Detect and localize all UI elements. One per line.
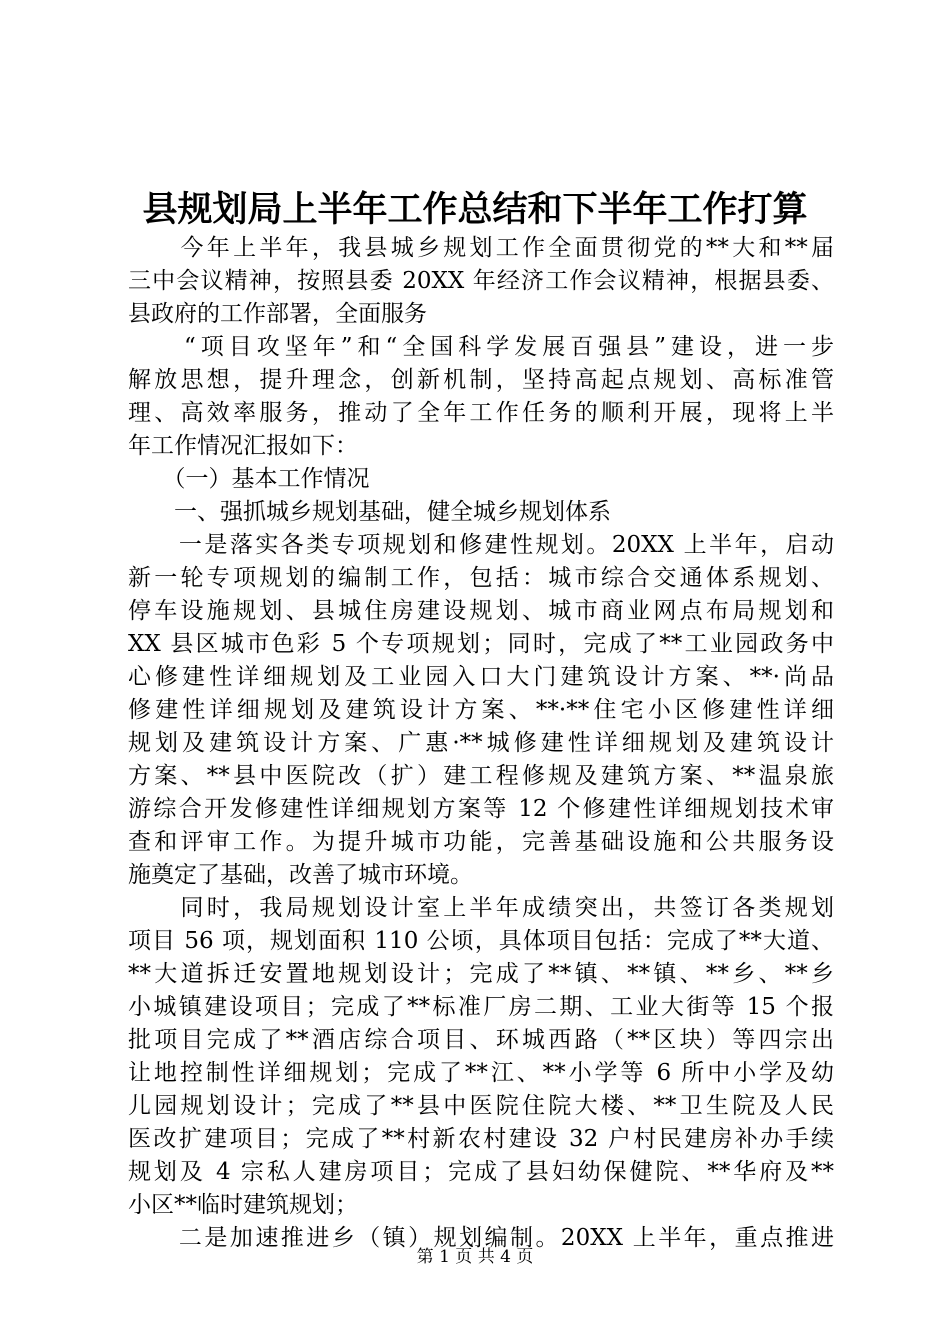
text-line: 解放思想，提升理念，创新机制，坚持高起点规划、高标准管	[128, 367, 834, 393]
text-line: 规划及 4 宗私人建房项目；完成了县妇幼保健院、**华府及**	[128, 1159, 834, 1185]
text-line: 小城镇建设项目；完成了**标准厂房二期、工业大街等 15 个报	[128, 994, 834, 1020]
text-line: 年工作情况汇报如下：	[128, 433, 358, 459]
text-line: 二是加速推进乡（镇）规划编制。20XX 上半年，重点推进	[128, 1225, 834, 1251]
text-line: 一、强抓城乡规划基础，健全城乡规划体系	[128, 499, 611, 525]
document-title: 县规划局上半年工作总结和下半年工作打算	[142, 189, 808, 230]
text-line: 项目 56 项，规划面积 110 公顷，具体项目包括：完成了**大道、	[128, 928, 834, 954]
text-line: （一）基本工作情况	[128, 466, 370, 492]
text-line: 儿园规划设计；完成了**县中医院住院大楼、**卫生院及人民	[128, 1093, 834, 1119]
text-line: 让地控制性详细规划；完成了**江、**小学等 6 所中小学及幼	[128, 1060, 834, 1086]
text-line: 规划及建筑设计方案、广惠·**城修建性详细规划及建筑设计	[128, 730, 834, 756]
text-line: 同时，我局规划设计室上半年成绩突出，共签订各类规划	[128, 895, 834, 921]
text-line: 今年上半年，我县城乡规划工作全面贯彻党的**大和**届	[128, 235, 834, 261]
document-body	[128, 232, 834, 1255]
text-line: 理、高效率服务，推动了全年工作任务的顺利开展，现将上半	[128, 400, 834, 426]
text-line: 新一轮专项规划的编制工作，包括：城市综合交通体系规划、	[128, 565, 834, 591]
text-line: 县政府的工作部署，全面服务	[128, 301, 427, 327]
text-line: 批项目完成了**酒店综合项目、环城西路（**区块）等四宗出	[128, 1027, 834, 1053]
text-line: **大道拆迁安置地规划设计；完成了**镇、**镇、**乡、**乡	[128, 961, 834, 987]
text-line: 游综合开发修建性详细规划方案等 12 个修建性详细规划技术审	[128, 796, 834, 822]
text-line: 查和评审工作。为提升城市功能，完善基础设施和公共服务设	[128, 829, 834, 855]
text-line: 一是落实各类专项规划和修建性规划。20XX 上半年，启动	[128, 532, 834, 558]
text-line: 小区**临时建筑规划；	[128, 1192, 358, 1218]
text-line: 修建性详细规划及建筑设计方案、**·**住宅小区修建性详细	[128, 697, 834, 723]
text-line: 医改扩建项目；完成了**村新农村建设 32 户村民建房补办手续	[128, 1126, 834, 1152]
text-line: 心修建性详细规划及工业园入口大门建筑设计方案、**·尚品	[128, 664, 834, 690]
text-line: 停车设施规划、县城住房建设规划、城市商业网点布局规划和	[128, 598, 834, 624]
text-line: 方案、**县中医院改（扩）建工程修规及建筑方案、**温泉旅	[128, 763, 834, 789]
text-line: XX 县区城市色彩 5 个专项规划；同时，完成了**工业园政务中	[128, 631, 834, 657]
text-line: 施奠定了基础，改善了城市环境。	[128, 862, 473, 888]
text-line: “项目攻坚年”和“全国科学发展百强县”建设，进一步	[128, 334, 834, 360]
text-line: 三中会议精神，按照县委 20XX 年经济工作会议精神，根据县委、	[128, 268, 834, 294]
page-footer: 第 1 页 共 4 页	[416, 1247, 534, 1267]
